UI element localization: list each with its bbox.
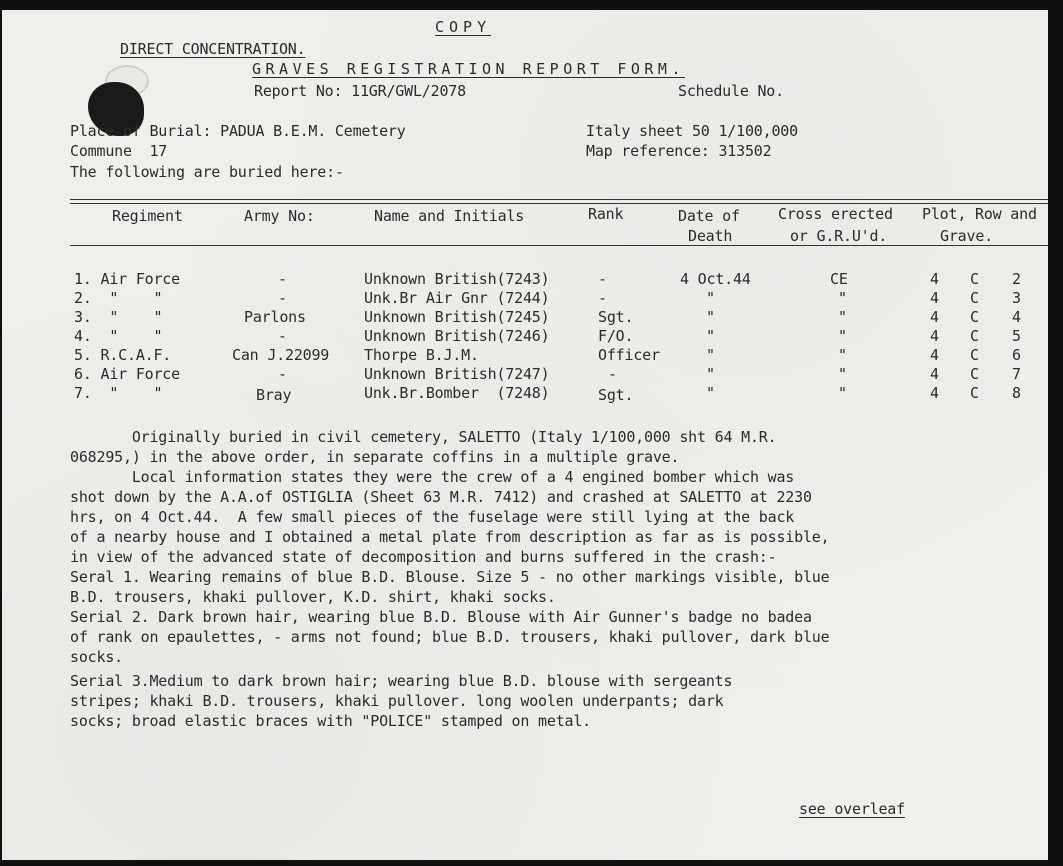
cell-regiment: 3. " " [74, 308, 163, 326]
cell-plot: 4 [930, 270, 939, 288]
cell-rank: - [598, 289, 607, 307]
col-cross-line2: or G.R.U'd. [790, 227, 888, 245]
following-statement: The following are buried here:- [70, 163, 344, 181]
cell-army-no: - [278, 270, 287, 288]
cell-rank: - [598, 270, 607, 288]
col-plot-line2: Grave. [940, 227, 993, 245]
cell-grave: 7 [1012, 365, 1021, 383]
cell-cross: " [838, 384, 847, 402]
place-of-burial: Place of Burial: PADUA B.E.M. Cemetery [70, 122, 406, 140]
cell-regiment: 5. R.C.A.F. [74, 346, 172, 364]
narrative-line: of a nearby house and I obtained a metal plate from description as far as is possible, [70, 528, 830, 546]
cell-grave: 6 [1012, 346, 1021, 364]
cell-date: " [706, 289, 715, 307]
cell-army-no: Bray [256, 386, 292, 404]
narrative-line: Seral 1. Wearing remains of blue B.D. Blouse. Size 5 - no other markings visible, blue [70, 568, 830, 586]
cell-rank: - [608, 365, 617, 383]
cell-grave: 8 [1012, 384, 1021, 402]
narrative-line: socks; broad elastic braces with "POLICE" stamped on metal. [70, 712, 592, 730]
cell-name: Unknown British(7243) [364, 270, 550, 288]
cell-name: Unknown British(7246) [364, 327, 550, 345]
cell-name: Unknown British(7245) [364, 308, 550, 326]
narrative-line: Serial 3.Medium to dark brown hair; wearing blue B.D. blouse with sergeants [70, 672, 733, 690]
cell-row: C [970, 308, 979, 326]
cell-name: Unk.Br Air Gnr (7244) [364, 289, 550, 307]
cell-army-no: Parlons [244, 308, 306, 326]
cell-cross: " [838, 308, 847, 326]
cell-grave: 5 [1012, 327, 1021, 345]
cell-rank: F/O. [598, 327, 634, 345]
cell-date: " [706, 365, 715, 383]
cell-date: " [706, 346, 715, 364]
commune: Commune 17 [70, 142, 168, 160]
cell-regiment: 1. Air Force [74, 270, 180, 288]
narrative-line: Originally buried in civil cemetery, SALETTO (Italy 1/100,000 sht 64 M.R. [70, 428, 777, 446]
cell-cross: " [838, 327, 847, 345]
col-name: Name and Initials [374, 207, 525, 225]
cell-date: " [706, 384, 715, 402]
cell-row: C [970, 365, 979, 383]
cell-name: Thorpe B.J.M. [364, 346, 479, 364]
narrative-line: Serial 2. Dark brown hair, wearing blue B.D. Blouse with Air Gunner's badge no badea [70, 608, 812, 626]
see-overleaf: see overleaf [799, 800, 905, 818]
cell-regiment: 4. " " [74, 327, 163, 345]
cell-cross: " [838, 289, 847, 307]
cell-army-no: - [278, 365, 287, 383]
cell-army-no: Can J.22099 [232, 346, 330, 364]
table-header-rule [70, 245, 1048, 246]
cell-grave: 4 [1012, 308, 1021, 326]
col-cross-line1: Cross erected [778, 205, 893, 223]
document-page [2, 10, 1048, 860]
cell-plot: 4 [930, 327, 939, 345]
col-date-line2: Death [688, 227, 733, 245]
cell-grave: 3 [1012, 289, 1021, 307]
cell-cross: " [838, 346, 847, 364]
cell-plot: 4 [930, 346, 939, 364]
col-regiment: Regiment [112, 207, 183, 225]
map-reference: Map reference: 313502 [586, 142, 772, 160]
cell-date: 4 Oct.44 [680, 270, 751, 288]
cell-date: " [706, 308, 715, 326]
cell-cross: CE [830, 270, 848, 288]
narrative-line: hrs, on 4 Oct.44. A few small pieces of the fuselage were still lying at the back [70, 508, 795, 526]
cell-cross: " [838, 365, 847, 383]
cell-plot: 4 [930, 289, 939, 307]
copy-heading: COPY [435, 18, 492, 36]
cell-date: " [706, 327, 715, 345]
table-top-rule [70, 199, 1048, 200]
narrative-line: of rank on epaulettes, - arms not found; blue B.D. trousers, khaki pullover, dark blue [70, 628, 830, 646]
narrative-line: 068295,) in the above order, in separate coffins in a multiple grave. [70, 448, 680, 466]
col-army-no: Army No: [244, 207, 315, 225]
cell-name: Unk.Br.Bomber (7248) [364, 384, 550, 402]
cell-row: C [970, 289, 979, 307]
cell-rank: Officer [598, 346, 660, 364]
narrative-line: stripes; khaki B.D. trousers, khaki pullover. long woolen underpants; dark [70, 692, 724, 710]
cell-plot: 4 [930, 365, 939, 383]
schedule-number: Schedule No. [678, 82, 784, 100]
report-number: Report No: 11GR/GWL/2078 [254, 82, 466, 100]
cell-plot: 4 [930, 384, 939, 402]
col-date-line1: Date of [678, 207, 740, 225]
form-title: GRAVES REGISTRATION REPORT FORM. [252, 60, 685, 78]
cell-name: Unknown British(7247) [364, 365, 550, 383]
cell-row: C [970, 346, 979, 364]
direct-concentration: DIRECT CONCENTRATION. [120, 40, 306, 58]
cell-row: C [970, 270, 979, 288]
cell-rank: Sgt. [598, 308, 634, 326]
narrative-line: shot down by the A.A.of OSTIGLIA (Sheet 63 M.R. 7412) and crashed at SALETTO at 2230 [70, 488, 812, 506]
col-rank: Rank [588, 205, 624, 223]
narrative-line: Local information states they were the crew of a 4 engined bomber which was [70, 468, 795, 486]
table-top-rule-2 [70, 203, 1048, 204]
narrative-line: socks. [70, 648, 123, 666]
cell-regiment: 6. Air Force [74, 365, 180, 383]
cell-row: C [970, 384, 979, 402]
col-plot-line1: Plot, Row and [922, 205, 1037, 223]
cell-rank: Sgt. [598, 386, 634, 404]
cell-army-no: - [278, 327, 287, 345]
cell-row: C [970, 327, 979, 345]
cell-grave: 2 [1012, 270, 1021, 288]
narrative-line: B.D. trousers, khaki pullover, K.D. shirt, khaki socks. [70, 588, 556, 606]
cell-army-no: - [278, 289, 287, 307]
narrative-line: in view of the advanced state of decomposition and burns suffered in the crash:- [70, 548, 777, 566]
italy-sheet: Italy sheet 50 1/100,000 [586, 122, 798, 140]
cell-regiment: 7. " " [74, 384, 163, 402]
cell-plot: 4 [930, 308, 939, 326]
cell-regiment: 2. " " [74, 289, 163, 307]
